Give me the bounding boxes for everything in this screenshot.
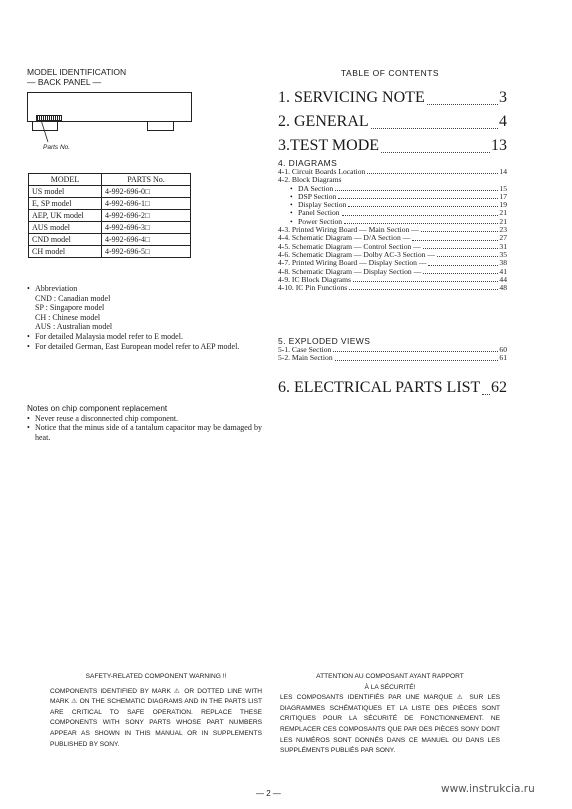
table-cell-part: 4-992-696-3□ bbox=[102, 222, 191, 234]
bullet-icon: • bbox=[27, 413, 30, 423]
chip-note: Notice that the minus side of a tantalum capacitor may be damaged by heat. bbox=[35, 423, 262, 442]
parts-no-caption: Parts No. bbox=[43, 144, 71, 151]
toc-heading-diagrams: 4. DIAGRAMS bbox=[278, 158, 338, 168]
toc-entry[interactable]: • Display Section 19 bbox=[290, 200, 507, 210]
toc-entry-servicing-note[interactable]: 1. SERVICING NOTE 3 bbox=[278, 89, 507, 106]
safety-warning-body: COMPONENTS IDENTIFIED BY MARK ⚠ OR DOTTED LINE WITH MARK ⚠ ON THE SCHEMATIC DIAGRAMS AND IN THE PARTS LIST ARE CRITICAL TO SAFE OPERATION. REPLACE THESE COMPONENTS WITH SONY PARTS WHOSE PART NUMBERS APPEAR AS SHOWN IN THIS MANUAL OR IN SUPPLEMENTS PUBLISHED BY SONY. bbox=[50, 687, 262, 748]
safety-warning-french bbox=[280, 672, 500, 757]
toc-entry[interactable]: 4-10. IC Pin Functions 48 bbox=[278, 283, 507, 293]
bullet-icon: • bbox=[290, 200, 293, 210]
table-cell-part: 4-992-696-4□ bbox=[102, 234, 191, 246]
toc-entry-electrical-parts-list[interactable]: 6. ELECTRICAL PARTS LIST 62 bbox=[278, 379, 507, 396]
bullet-icon: • bbox=[27, 331, 30, 341]
safety-warning-title-line2: À LA SÉCURITÉ! bbox=[364, 683, 416, 691]
table-row bbox=[29, 198, 191, 210]
chip-notes-heading: Notes on chip component replacement bbox=[27, 404, 168, 413]
toc-entry[interactable]: 4-5. Schematic Diagram — Control Section — 31 bbox=[278, 241, 507, 251]
model-parts-table bbox=[28, 173, 191, 258]
table-header-model: MODEL bbox=[29, 174, 102, 186]
bullet-icon: • bbox=[27, 341, 30, 351]
chip-replacement-notes bbox=[27, 404, 262, 442]
bullet-icon: • bbox=[290, 216, 293, 226]
toc-entry[interactable]: 4-7. Printed Wiring Board — Display Section — 38 bbox=[278, 258, 507, 268]
page-number: — 2 — bbox=[256, 789, 281, 798]
safety-warning-english bbox=[50, 672, 262, 750]
toc-subheading-block-diagrams: 4-2. Block Diagrams bbox=[278, 175, 342, 185]
table-row bbox=[29, 234, 191, 246]
table-cell-model: E, SP model bbox=[29, 198, 102, 210]
abbreviation-heading: Abbreviation bbox=[35, 284, 78, 293]
model-note: For detailed German, East European model refer to AEP model. bbox=[35, 341, 240, 351]
abbreviation-item: SP : Singapore model bbox=[35, 303, 105, 313]
safety-warning-title-line1: ATTENTION AU COMPOSANT AYANT RAPPORT bbox=[316, 673, 464, 680]
table-cell-part: 4-992-696-0□ bbox=[102, 186, 191, 198]
watermark: www.instrukcia.ru bbox=[441, 783, 535, 795]
table-cell-part: 4-992-696-1□ bbox=[102, 198, 191, 210]
toc-entry[interactable]: 4-9. IC Block Diagrams 44 bbox=[278, 274, 507, 284]
bullet-icon: • bbox=[290, 208, 293, 218]
table-cell-model: AEP, UK model bbox=[29, 210, 102, 222]
toc-title: TABLE OF CONTENTS bbox=[341, 68, 440, 78]
toc-entry[interactable]: 4-8. Schematic Diagram — Display Section — 41 bbox=[278, 266, 507, 276]
table-cell-model: US model bbox=[29, 186, 102, 198]
table-header-row bbox=[29, 174, 191, 186]
toc-entry[interactable]: • Power Section 21 bbox=[290, 216, 507, 226]
model-identification-heading: MODEL IDENTIFICATION — BACK PANEL — bbox=[27, 67, 127, 87]
toc-entry[interactable]: 4-3. Printed Wiring Board — Main Section — 23 bbox=[278, 225, 507, 235]
toc-entry[interactable]: 5-2. Main Section 61 bbox=[278, 353, 507, 363]
safety-warning-title: SAFETY-RELATED COMPONENT WARNING !! bbox=[85, 673, 227, 680]
table-header-parts: PARTS No. bbox=[102, 174, 191, 186]
abbreviation-item: CH : Chinese model bbox=[35, 312, 101, 322]
table-row bbox=[29, 210, 191, 222]
bullet-icon: • bbox=[290, 183, 293, 193]
bullet-icon: • bbox=[27, 284, 30, 293]
panel-foot-right bbox=[147, 122, 174, 131]
table-cell-model: CND model bbox=[29, 234, 102, 246]
leader-line-icon bbox=[38, 120, 52, 144]
bullet-icon: • bbox=[27, 423, 30, 432]
toc-entry[interactable]: 4-1. Circuit Boards Location 14 bbox=[278, 167, 507, 176]
abbreviation-item: CND : Canadian model bbox=[35, 293, 111, 303]
table-row bbox=[29, 186, 191, 198]
bullet-icon: • bbox=[290, 191, 293, 201]
toc-entry[interactable]: • DSP Section 17 bbox=[290, 191, 507, 201]
abbreviation-notes bbox=[27, 284, 267, 351]
toc-entry[interactable]: • DA Section 15 bbox=[290, 183, 507, 193]
toc-entry[interactable]: 4-4. Schematic Diagram — D/A Section — 27 bbox=[278, 233, 507, 243]
safety-warning-body: LES COMPOSANTS IDENTIFIÉS PAR UNE MARQUE ⚠ SUR LES DIAGRAMMES SCHÉMATIQUES ET LA LISTE DES PIÈCES SONT CRITIQUES POUR LA SÉCURITÉ DE FONCTIONNEMENT. NE REMPLACER CES COMPOSANTS QUE PAR DES PIÈCES SONY DONT LES NUMÉROS SONT DONNÉS DANS CE MANUEL OU DANS LES SUPPLÉMENTS PUBLIÉS PAR SONY. bbox=[280, 694, 500, 755]
table-row bbox=[29, 246, 191, 258]
table-row bbox=[29, 222, 191, 234]
toc-section-diagrams bbox=[278, 158, 507, 292]
toc-entry[interactable]: 4-6. Schematic Diagram — Dolby AC-3 Section — 35 bbox=[278, 249, 507, 259]
table-cell-part: 4-992-696-5□ bbox=[102, 246, 191, 258]
model-note: For detailed Malaysia model refer to E model. bbox=[35, 331, 183, 341]
table-cell-model: AUS model bbox=[29, 222, 102, 234]
toc-heading-exploded-views: 5. EXPLODED VIEWS bbox=[278, 336, 371, 346]
abbreviation-item: AUS : Australian model bbox=[35, 322, 113, 332]
toc-section-exploded-views bbox=[278, 336, 507, 363]
toc-entry[interactable]: • Panel Section 21 bbox=[290, 208, 507, 218]
table-cell-part: 4-992-696-2□ bbox=[102, 210, 191, 222]
toc-entry[interactable]: 5-1. Case Section 60 bbox=[278, 345, 507, 354]
chip-note: Never reuse a disconnected chip component. bbox=[35, 413, 179, 423]
toc-entry-test-mode[interactable]: 3.TEST MODE 13 bbox=[278, 137, 507, 154]
table-cell-model: CH model bbox=[29, 246, 102, 258]
toc-entry-general[interactable]: 2. GENERAL 4 bbox=[278, 113, 507, 130]
